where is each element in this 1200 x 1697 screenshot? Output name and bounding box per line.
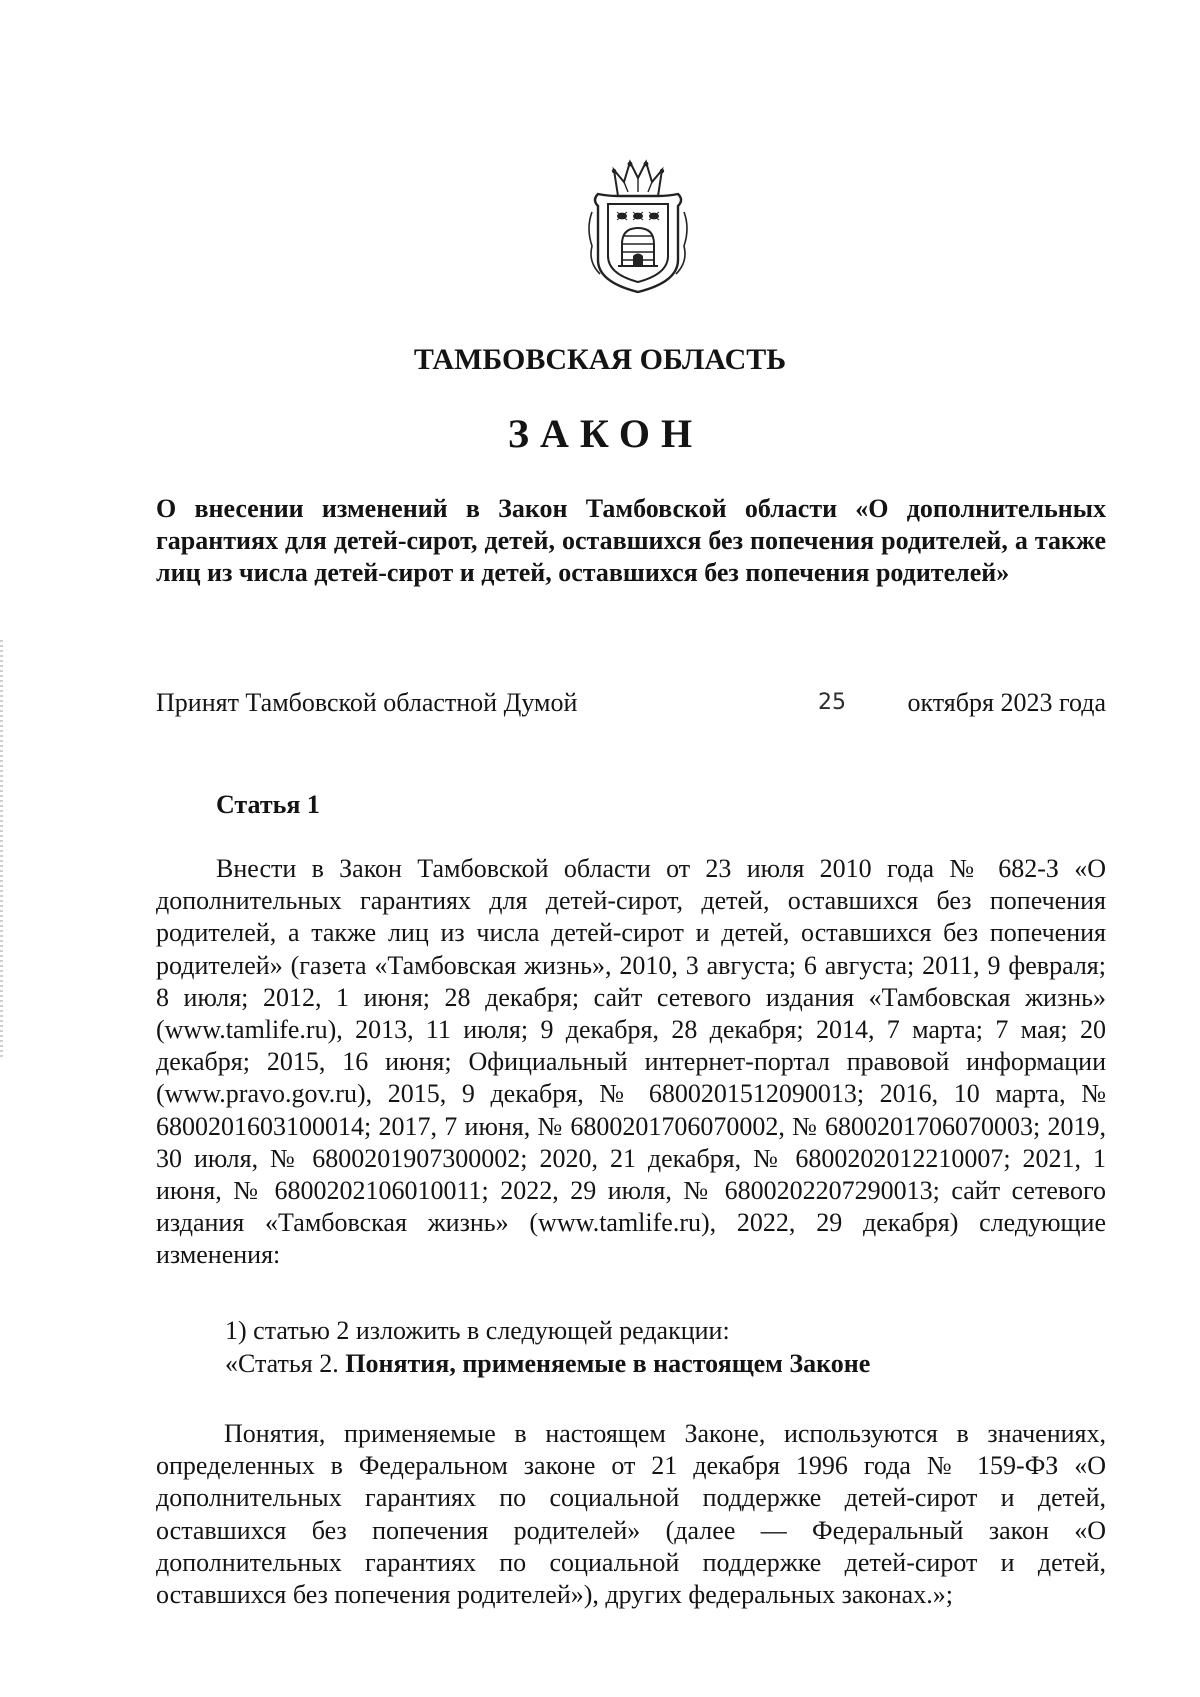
region-title: ТАМБОВСКАЯ ОБЛАСТЬ	[413, 343, 787, 376]
adoption-line	[156, 686, 1106, 720]
tambov-coat-of-arms-icon	[584, 156, 692, 296]
quoted-article-prefix: «Статья 2.	[225, 1349, 339, 1378]
law-title: О внесении изменений в Закон Тамбовской области «О дополнительных гарантиях для детей-сирот, детей, оставшихся без попечения родителей, а также лиц из числа детей-сирот и детей, оставшихся без попечения родителей»	[156, 494, 1106, 587]
scan-edge-artifact	[0, 640, 3, 1060]
amendment-item-1: 1) статью 2 изложить в следующей редакции:	[225, 1316, 730, 1345]
adoption-date: октября 2023 года	[907, 688, 1106, 717]
quoted-article-paragraph: Понятия, применяемые в настоящем Законе, используются в значениях, определенных в Федеральном законе от 21 декабря 1996 года № 159-ФЗ «О дополнительных гарантиях по социальной поддержке детей-сирот и детей, оставшихся без попечения родителей» (далее — Федеральный закон «О дополнительных гарантиях по социальной поддержке детей-сирот и детей, оставшихся без попечения родителей»), других федеральных законах.»;	[156, 1419, 1106, 1610]
article-intro-paragraph: Внести в Закон Тамбовской области от 23 июля 2010 года № 682-З «О дополнительных гарантиях для детей-сирот, детей, оставшихся без попечения родителей, а также лиц из числа детей-сирот и детей, оставшихся без попечения родителей» (газета «Тамбовская жизнь», 2010, 3 августа; 6 августа; 2011, 9 февраля; 8 июля; 2012, 1 июня; 28 декабря; сайт сетевого издания «Тамбовская жизнь» (www.tamlife.ru), 2013, 11 июля; 9 декабря, 28 декабря; 2014, 7 марта; 7 мая; 20 декабря; 2015, 16 июня; Официальный интернет-портал правовой информации (www.pravo.gov.ru), 2015, 9 декабря, № 6800201512090013; 2016, 10 марта, № 6800201603100014; 2017, 7 июня, № 6800201706070002, № 6800201706070003; 2019, 30 июля, № 6800201907300002; 2020, 21 декабря, № 6800202012210007; 2021, 1 июня, № 6800202106010011; 2022, 29 июля, № 6800202207290013; сайт сетевого издания «Тамбовская жизнь» (www.tamlife.ru), 2022, 29 декабря) следующие изменения:	[156, 854, 1106, 1270]
adoption-label: Принят Тамбовской областной Думой	[156, 688, 578, 717]
adoption-day: 25	[818, 690, 846, 715]
document-type: ЗАКОН	[507, 411, 704, 456]
article-heading: Статья 1	[216, 790, 320, 819]
quoted-article-title: Понятия, применяемые в настоящем Законе	[345, 1349, 871, 1378]
quoted-article-heading	[225, 1348, 1105, 1380]
